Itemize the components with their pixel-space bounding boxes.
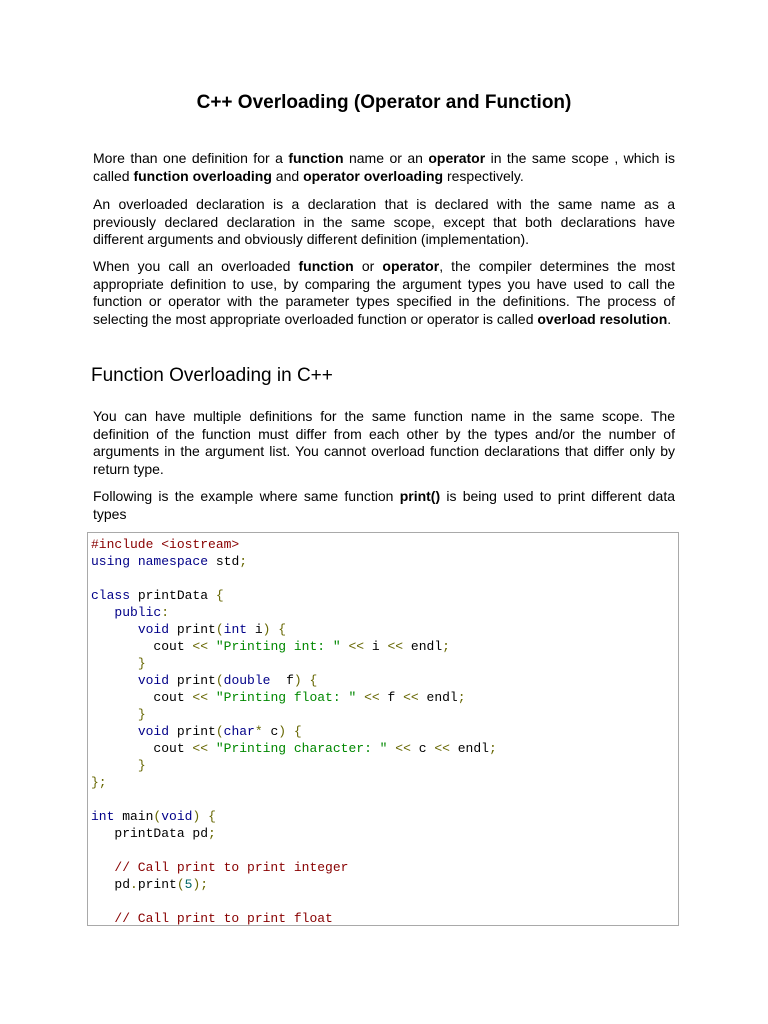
text-run: When you call an overloaded — [93, 258, 299, 274]
code-token: * — [254, 724, 263, 739]
code-token: << — [403, 690, 419, 705]
code-line — [91, 604, 678, 621]
code-line — [91, 774, 678, 791]
code-line — [91, 910, 678, 926]
text-run: is being used to print different data types — [93, 488, 675, 522]
code-line — [91, 893, 678, 910]
code-token — [91, 656, 138, 671]
code-token: { — [208, 809, 216, 824]
code-token: int — [91, 809, 115, 824]
code-token: printData — [130, 588, 216, 603]
intro-paragraph-2 — [93, 196, 675, 249]
code-token — [91, 758, 138, 773]
code-line — [91, 723, 678, 740]
code-token: f — [270, 673, 294, 688]
code-token: { — [293, 724, 302, 739]
code-token — [91, 605, 114, 620]
bold-term: print() — [399, 488, 441, 504]
code-token: ); — [192, 877, 209, 892]
code-token: std — [208, 554, 240, 569]
code-token — [302, 673, 310, 688]
code-line — [91, 689, 678, 706]
code-token: cout — [91, 639, 193, 654]
code-token — [91, 860, 114, 875]
code-token: // Call print to print float — [114, 911, 333, 926]
text-run: You can have multiple definitions for the same function name in the same scope. The definition of the function must differ from each other by the types and/or the number of arguments in the argument list. You cannot overload function declarations that differ only by return type. — [93, 408, 675, 477]
code-token: ) — [278, 724, 287, 739]
code-line — [91, 740, 678, 757]
code-token: . — [130, 877, 138, 892]
code-token: ; — [457, 690, 466, 705]
code-token: print — [137, 877, 177, 892]
bold-term: operator — [382, 258, 440, 274]
code-token: double — [223, 673, 271, 688]
code-token: void — [161, 809, 193, 824]
code-token: i — [247, 622, 263, 637]
code-token: ; — [208, 826, 216, 841]
code-line — [91, 825, 678, 842]
page-title: C++ Overloading (Operator and Function) — [196, 92, 572, 113]
code-token: 5 — [184, 877, 193, 892]
code-token — [91, 673, 138, 688]
code-line — [91, 621, 678, 638]
code-token: c — [410, 741, 435, 756]
code-token: << — [395, 741, 411, 756]
code-token: public — [114, 605, 162, 620]
code-line — [91, 570, 678, 587]
code-token: << — [348, 639, 365, 654]
code-token — [208, 639, 216, 654]
code-line — [91, 808, 678, 825]
code-token: } — [137, 656, 146, 671]
bold-term: operator — [428, 150, 486, 166]
code-line — [91, 553, 678, 570]
code-token: << — [192, 639, 209, 654]
bold-term: function — [298, 258, 354, 274]
code-token: << — [387, 639, 404, 654]
code-token: print — [169, 673, 216, 688]
code-token: ; — [488, 741, 497, 756]
code-line — [91, 536, 678, 553]
code-token: << — [192, 690, 209, 705]
text-run: , the compiler determines the most appropriate definition to use, by comparing the argument types you have used to call the function or operator with the parameter types specified in the definitions. The process of selecting the most appropriate overloaded function or operator is called — [93, 258, 675, 327]
code-token: << — [434, 741, 450, 756]
code-token: ; — [442, 639, 450, 654]
code-token: << — [192, 741, 209, 756]
text-run: Following is the example where same function — [93, 488, 400, 504]
code-token: main — [114, 809, 154, 824]
code-token: ( — [215, 622, 224, 637]
code-token: } — [137, 707, 146, 722]
bold-term: overload resolution — [537, 310, 668, 327]
code-token: using — [91, 554, 131, 569]
code-token — [286, 724, 294, 739]
code-token: cout — [91, 690, 193, 705]
code-token: ( — [176, 877, 185, 892]
code-line — [91, 655, 678, 672]
code-token: cout — [91, 741, 193, 756]
code-token: ) — [293, 673, 302, 688]
section-paragraph-2 — [93, 488, 675, 523]
code-line — [91, 757, 678, 774]
code-line — [91, 638, 678, 655]
code-token — [130, 554, 138, 569]
code-token: // Call print to print integer — [114, 860, 349, 875]
code-line — [91, 876, 678, 893]
code-token: "Printing float: " — [215, 690, 357, 705]
code-token: { — [278, 622, 287, 637]
code-line — [91, 587, 678, 604]
code-token: "Printing int: " — [215, 639, 341, 654]
code-token: { — [215, 588, 224, 603]
code-token: << — [364, 690, 380, 705]
code-token: ( — [153, 809, 162, 824]
code-token: i — [364, 639, 388, 654]
code-token: ( — [215, 724, 224, 739]
section-heading: Function Overloading in C++ — [91, 365, 333, 386]
bold-term: function overloading — [133, 167, 272, 184]
section-paragraph-1 — [93, 408, 675, 478]
code-token: print — [169, 724, 216, 739]
text-run: An overloaded declaration is a declaration that is declared with the same name as a previously declared declaration in the same scope, except that both declarations have different arguments and obviously different definition (implementation). — [93, 196, 675, 248]
code-token: : — [161, 605, 170, 620]
code-token: { — [309, 673, 318, 688]
code-token — [208, 690, 216, 705]
text-run: in the same scope , which is called — [93, 150, 675, 184]
code-line — [91, 672, 678, 689]
text-run: or — [353, 258, 383, 274]
text-run: and — [271, 167, 304, 184]
text-run: name or an — [343, 150, 429, 166]
code-listing — [88, 533, 678, 926]
code-token — [208, 741, 216, 756]
text-run: respectively. — [443, 167, 524, 184]
code-token — [91, 724, 138, 739]
code-token: pd — [91, 877, 131, 892]
code-line — [91, 791, 678, 808]
code-token: namespace — [137, 554, 209, 569]
code-token: #include <iostream> — [91, 537, 240, 552]
code-line — [91, 859, 678, 876]
code-line — [91, 706, 678, 723]
code-token — [200, 809, 208, 824]
code-token: class — [91, 588, 131, 603]
code-token: void — [137, 673, 170, 688]
code-token: }; — [91, 775, 107, 790]
code-token: endl — [449, 741, 489, 756]
code-token: void — [137, 724, 170, 739]
code-token: } — [137, 758, 146, 773]
code-token: c — [262, 724, 279, 739]
code-token: "Printing character: " — [215, 741, 388, 756]
code-token: endl — [418, 690, 458, 705]
code-token — [91, 622, 138, 637]
code-token: printData pd — [91, 826, 209, 841]
bold-term: operator overloading — [303, 167, 444, 184]
code-token: int — [223, 622, 248, 637]
bold-term: function — [288, 150, 344, 166]
text-run: More than one definition for a — [93, 150, 289, 166]
code-token — [91, 707, 138, 722]
text-run: . — [667, 310, 672, 327]
code-token: ; — [239, 554, 248, 569]
code-token: ( — [215, 673, 224, 688]
code-token: void — [137, 622, 170, 637]
code-token: ) — [192, 809, 201, 824]
code-token: print — [169, 622, 216, 637]
intro-paragraph-3 — [93, 258, 675, 328]
code-token: char — [223, 724, 255, 739]
code-block — [87, 532, 679, 926]
code-token: f — [379, 690, 404, 705]
code-token — [91, 911, 114, 926]
code-token: endl — [403, 639, 443, 654]
code-line — [91, 842, 678, 859]
code-token — [356, 690, 364, 705]
intro-paragraph-1 — [93, 150, 675, 185]
code-token: ) — [262, 622, 271, 637]
